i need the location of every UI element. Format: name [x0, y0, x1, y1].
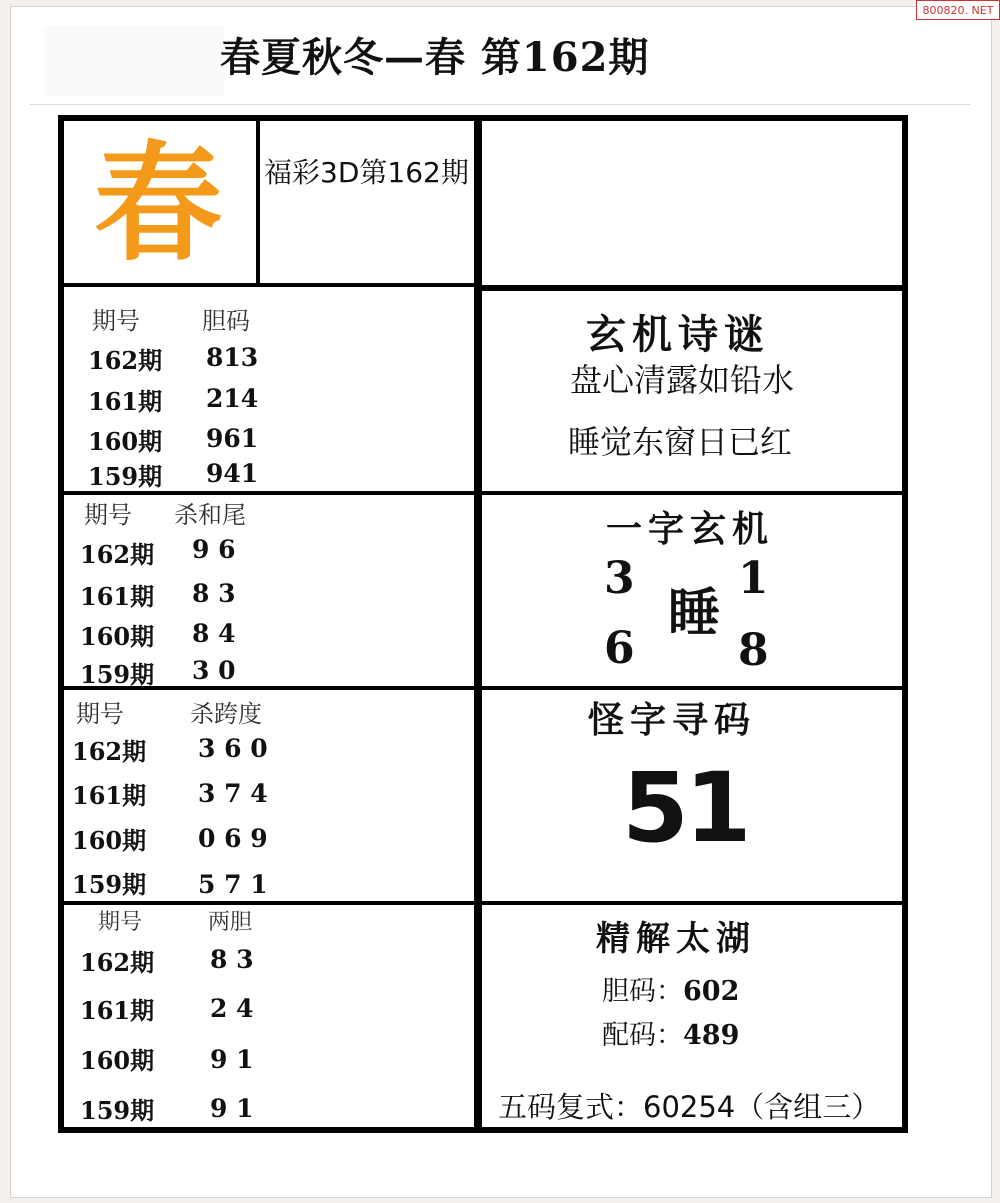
- sha-he-wei-value: 3 0: [192, 656, 236, 685]
- odd-char-title: 怪字寻码: [588, 699, 757, 741]
- title-bar: [30, 18, 970, 105]
- period-label: 159期: [80, 1096, 155, 1125]
- sha-kua-du-value: 3 6 0: [198, 734, 268, 763]
- col-value-header: 两胆: [208, 910, 253, 935]
- period-label: 161期: [80, 996, 155, 1025]
- one-word-section: [482, 495, 902, 686]
- liang-dan-section: [64, 905, 474, 1127]
- lottery-issue-title: 福彩3D第162期: [264, 156, 469, 189]
- liang-dan-value: 9 1: [210, 1094, 254, 1123]
- handwritten-code: 51: [622, 752, 748, 864]
- forecast-grid: [58, 115, 908, 1133]
- odd-char-section: [482, 690, 902, 901]
- col-period-header: 期号: [98, 910, 143, 935]
- top-right-digit: 1: [738, 553, 769, 604]
- bottom-right-digit: 8: [738, 625, 769, 676]
- col-value-header: 杀和尾: [174, 501, 246, 529]
- sha-he-wei-value: 9 6: [192, 535, 236, 564]
- page-title: 春夏秋冬—春 第162期: [220, 34, 650, 81]
- sha-he-wei-value: 8 3: [192, 579, 236, 608]
- period-label: 160期: [80, 622, 155, 651]
- spring-character: 春: [94, 129, 223, 279]
- sha-kua-du-value: 0 6 9: [198, 824, 268, 853]
- dan-ma-section: [64, 287, 474, 491]
- period-label: 161期: [72, 781, 147, 810]
- liang-dan-value: 2 4: [210, 994, 254, 1023]
- sha-kua-du-section: [64, 690, 474, 901]
- liang-dan-value: 8 3: [210, 945, 254, 974]
- dan-ma-line: [602, 969, 739, 1008]
- riddle-title: 玄机诗谜: [586, 311, 770, 358]
- period-label: 161期: [88, 387, 163, 416]
- sha-kua-du-value: 3 7 4: [198, 779, 268, 808]
- period-label: 160期: [72, 826, 147, 855]
- pei-ma-label: 配码：: [602, 1020, 683, 1051]
- col-period-header: 期号: [84, 501, 132, 529]
- one-word-title: 一字玄机: [606, 508, 775, 550]
- riddle-line-1: 盘心清露如铅水: [570, 361, 795, 399]
- taihu-title: 精解太湖: [596, 919, 756, 959]
- period-label: 159期: [88, 462, 163, 491]
- col-value-header: 胆码: [202, 307, 250, 335]
- site-watermark: 800820. NET: [916, 0, 1000, 20]
- bottom-left-digit: 6: [604, 623, 635, 674]
- sha-he-wei-value: 8 4: [192, 619, 236, 648]
- riddle-line-2: 睡觉东窗日已红: [568, 423, 793, 461]
- period-label: 162期: [80, 948, 155, 977]
- period-label: 162期: [72, 737, 147, 766]
- period-label: 159期: [80, 660, 155, 689]
- sha-kua-du-value: 5 7 1: [198, 870, 268, 899]
- top-left-digit: 3: [604, 553, 635, 604]
- period-label: 161期: [80, 582, 155, 611]
- col-period-header: 期号: [76, 700, 124, 728]
- col-value-header: 杀跨度: [190, 700, 262, 728]
- dan-ma-value: 961: [206, 424, 259, 453]
- dan-ma-label: 胆码：: [602, 976, 683, 1007]
- dan-ma-value: 941: [206, 459, 259, 488]
- period-label: 162期: [80, 540, 155, 569]
- taihu-section: [482, 905, 902, 1127]
- period-label: 160期: [88, 427, 163, 456]
- period-label: 159期: [72, 870, 147, 899]
- pei-ma-number: 489: [683, 1020, 740, 1051]
- dan-ma-number: 602: [683, 976, 740, 1007]
- riddle-section: [482, 291, 902, 491]
- liang-dan-value: 9 1: [210, 1045, 254, 1074]
- period-label: 160期: [80, 1046, 155, 1075]
- hint-character: 睡: [668, 583, 721, 644]
- dan-ma-value: 214: [206, 384, 259, 413]
- five-code-line: 五码复式：60254（含组三）: [498, 1090, 881, 1124]
- period-label: 162期: [88, 346, 163, 375]
- pei-ma-line: [602, 1013, 739, 1052]
- sha-he-wei-section: [64, 495, 474, 689]
- col-period-header: 期号: [92, 307, 140, 335]
- dan-ma-value: 813: [206, 343, 259, 372]
